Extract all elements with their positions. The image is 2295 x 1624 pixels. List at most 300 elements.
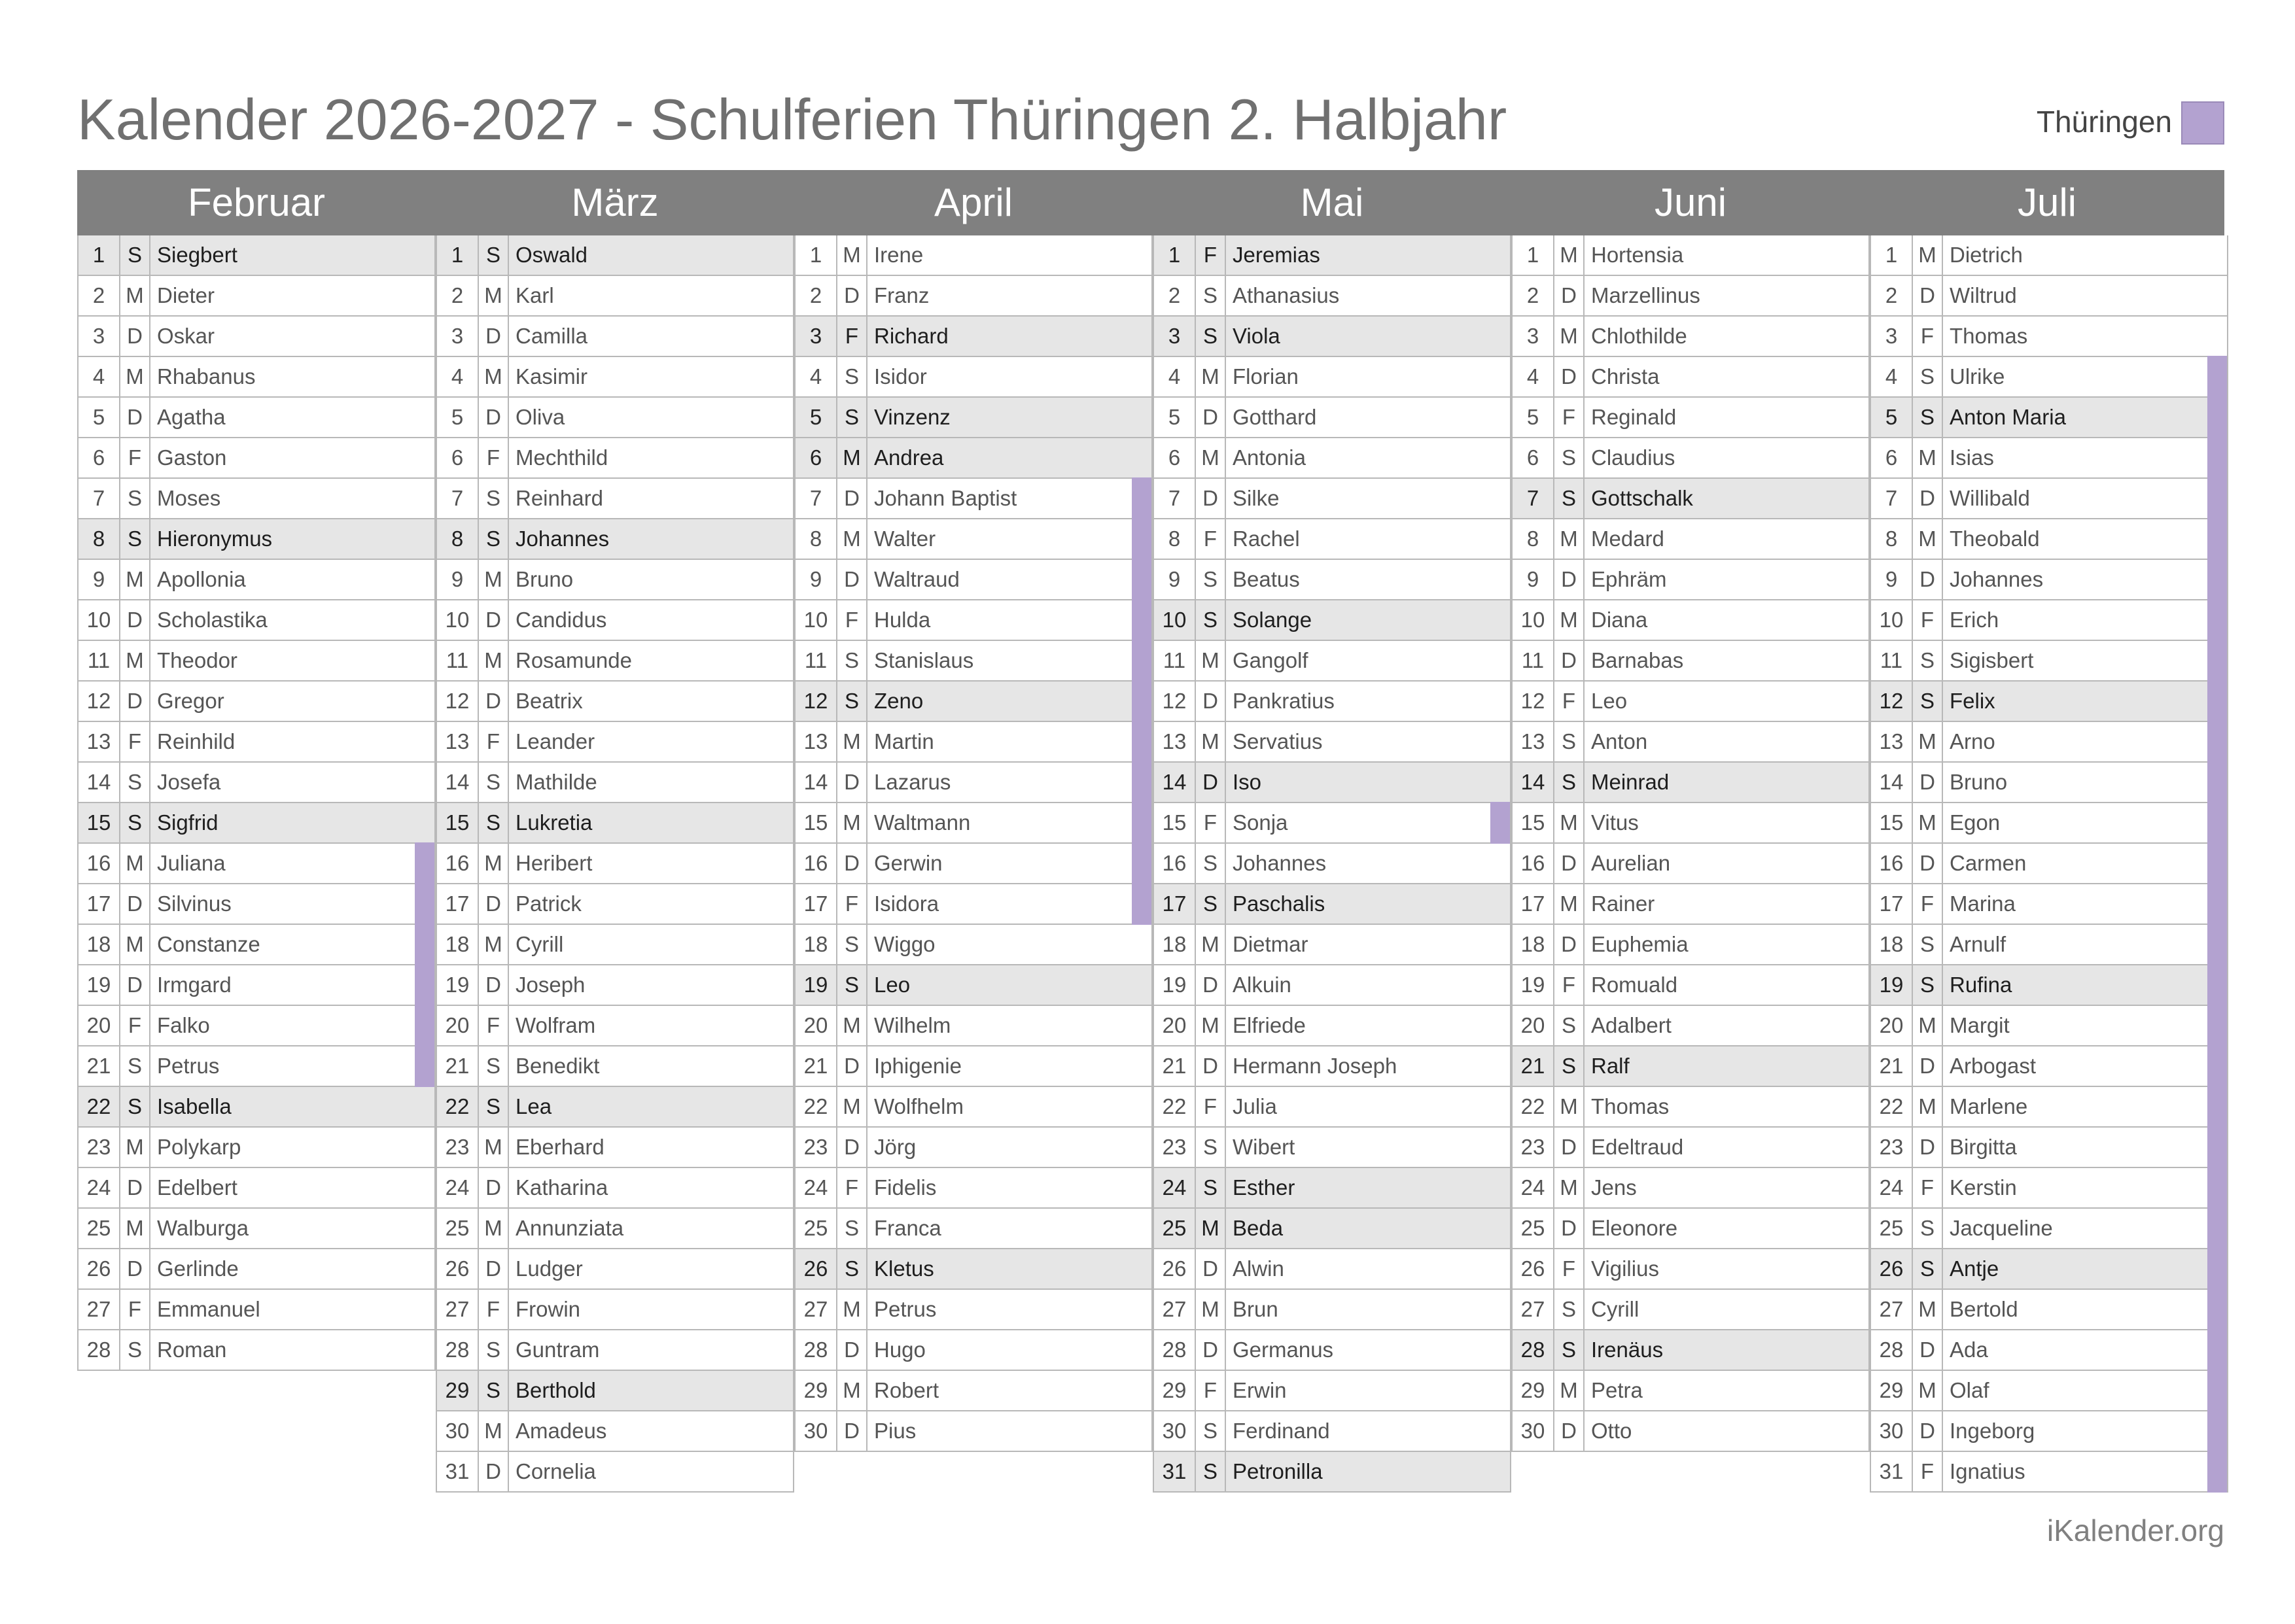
weekday-letter: F xyxy=(120,438,150,477)
day-number: 23 xyxy=(1871,1128,1913,1167)
name-day: Richard xyxy=(874,324,949,348)
holiday-marker xyxy=(1132,883,1151,925)
legend-label: Thüringen xyxy=(2036,105,2172,139)
day-row xyxy=(1870,1168,2228,1209)
day-number: 22 xyxy=(437,1087,479,1126)
day-number: 9 xyxy=(796,560,837,599)
weekday-letter: S xyxy=(837,398,867,437)
weekday-letter: F xyxy=(1913,884,1943,924)
name-day: Heribert xyxy=(516,851,593,875)
weekday-letter: F xyxy=(120,1006,150,1045)
name-day: Rhabanus xyxy=(157,364,256,389)
holiday-marker xyxy=(2207,1248,2227,1290)
name-day: Iso xyxy=(1233,770,1262,794)
weekday-letter: D xyxy=(1554,1128,1585,1167)
day-number: 26 xyxy=(1871,1249,1913,1288)
name-day: Siegbert xyxy=(157,243,237,267)
weekday-letter: F xyxy=(1196,803,1226,842)
name-day: Waltmann xyxy=(874,810,971,835)
name-day: Ludger xyxy=(516,1256,583,1281)
weekday-letter: S xyxy=(120,1046,150,1086)
holiday-marker xyxy=(415,964,434,1006)
day-row xyxy=(1870,317,2228,357)
day-number: 18 xyxy=(796,925,837,964)
day-row xyxy=(1153,600,1511,641)
name-day: Johann Baptist xyxy=(874,486,1017,510)
day-number: 5 xyxy=(1154,398,1196,437)
day-row xyxy=(794,1411,1153,1452)
day-row xyxy=(436,844,794,884)
day-number: 19 xyxy=(1513,965,1554,1005)
day-number: 20 xyxy=(796,1006,837,1045)
day-number: 20 xyxy=(79,1006,120,1045)
day-number: 14 xyxy=(79,763,120,802)
weekday-letter: M xyxy=(837,1290,867,1329)
name-day: Wolfhelm xyxy=(874,1094,964,1118)
day-number: 30 xyxy=(1871,1411,1913,1451)
weekday-letter: D xyxy=(1196,965,1226,1005)
weekday-letter: M xyxy=(1554,600,1585,640)
name-day: Wilhelm xyxy=(874,1013,951,1037)
name-day: Robert xyxy=(874,1378,939,1402)
name-day: Adalbert xyxy=(1591,1013,1672,1037)
day-row xyxy=(794,438,1153,479)
day-row xyxy=(77,235,436,276)
day-row xyxy=(794,1330,1153,1371)
month-column xyxy=(77,235,436,1371)
name-day: Walter xyxy=(874,527,936,551)
weekday-letter: M xyxy=(479,1411,509,1451)
day-row xyxy=(1511,398,1870,438)
weekday-letter: S xyxy=(1913,357,1943,396)
weekday-letter: S xyxy=(1196,1411,1226,1451)
day-row xyxy=(436,398,794,438)
name-day: Reginald xyxy=(1591,405,1677,429)
name-day: Lea xyxy=(516,1094,552,1118)
name-day: Romuald xyxy=(1591,973,1678,997)
weekday-letter: M xyxy=(1913,803,1943,842)
name-day: Roman xyxy=(157,1338,227,1362)
weekday-letter: F xyxy=(1554,965,1585,1005)
day-number: 25 xyxy=(1154,1209,1196,1248)
name-day: Gaston xyxy=(157,445,227,470)
weekday-letter: S xyxy=(837,1209,867,1248)
day-number: 21 xyxy=(79,1046,120,1086)
weekday-letter: S xyxy=(837,1249,867,1288)
day-row xyxy=(1511,1249,1870,1290)
day-row xyxy=(794,276,1153,317)
name-day: Wiggo xyxy=(874,932,936,956)
day-row xyxy=(1870,1087,2228,1128)
day-number: 5 xyxy=(1513,398,1554,437)
weekday-letter: D xyxy=(479,600,509,640)
name-day: Rachel xyxy=(1233,527,1300,551)
day-number: 25 xyxy=(79,1209,120,1248)
day-number: 12 xyxy=(1871,682,1913,721)
weekday-letter: S xyxy=(1196,560,1226,599)
weekday-letter: M xyxy=(479,641,509,680)
name-day: Solange xyxy=(1233,608,1312,632)
day-number: 14 xyxy=(1871,763,1913,802)
name-day: Petrus xyxy=(874,1297,937,1321)
day-number: 16 xyxy=(79,844,120,883)
day-number: 13 xyxy=(437,722,479,761)
day-row xyxy=(1870,235,2228,276)
day-number: 5 xyxy=(437,398,479,437)
day-row xyxy=(1511,317,1870,357)
month-name: März xyxy=(571,181,659,224)
weekday-letter: M xyxy=(837,1087,867,1126)
day-number: 17 xyxy=(1871,884,1913,924)
day-row xyxy=(794,965,1153,1006)
weekday-letter: D xyxy=(120,1168,150,1207)
month-name: Juni xyxy=(1654,181,1727,224)
day-row xyxy=(1511,1290,1870,1330)
weekday-letter: D xyxy=(479,682,509,721)
day-number: 1 xyxy=(796,235,837,275)
day-row xyxy=(77,965,436,1006)
name-day: Katharina xyxy=(516,1175,608,1200)
name-day: Petra xyxy=(1591,1378,1643,1402)
day-row xyxy=(1511,235,1870,276)
day-row xyxy=(1511,438,1870,479)
name-day: Lazarus xyxy=(874,770,951,794)
day-row xyxy=(1511,1087,1870,1128)
name-day: Anton xyxy=(1591,729,1648,753)
weekday-letter: M xyxy=(1554,1168,1585,1207)
day-number: 27 xyxy=(437,1290,479,1329)
day-number: 4 xyxy=(1154,357,1196,396)
weekday-letter: S xyxy=(1196,1168,1226,1207)
weekday-letter: F xyxy=(120,722,150,761)
day-number: 12 xyxy=(1154,682,1196,721)
name-day: Constanze xyxy=(157,932,260,956)
name-day: Medard xyxy=(1591,527,1664,551)
weekday-letter: D xyxy=(120,965,150,1005)
weekday-letter: S xyxy=(1554,722,1585,761)
day-number: 7 xyxy=(79,479,120,518)
weekday-letter: M xyxy=(1913,1087,1943,1126)
day-row xyxy=(794,1006,1153,1046)
day-number: 4 xyxy=(796,357,837,396)
name-day: Vinzenz xyxy=(874,405,951,429)
weekday-letter: D xyxy=(1554,844,1585,883)
name-day: Beatus xyxy=(1233,567,1300,591)
name-day: Isidor xyxy=(874,364,927,389)
day-number: 21 xyxy=(1871,1046,1913,1086)
weekday-letter: D xyxy=(1913,1330,1943,1370)
footer-brand[interactable]: iKalender.org xyxy=(2046,1513,2224,1547)
day-row xyxy=(1511,479,1870,519)
day-row xyxy=(77,519,436,560)
day-row xyxy=(1153,763,1511,803)
day-row xyxy=(794,722,1153,763)
day-number: 22 xyxy=(79,1087,120,1126)
day-number: 15 xyxy=(796,803,837,842)
weekday-letter: M xyxy=(479,560,509,599)
day-number: 23 xyxy=(796,1128,837,1167)
day-number: 12 xyxy=(1513,682,1554,721)
day-row xyxy=(1511,276,1870,317)
day-row xyxy=(1511,965,1870,1006)
weekday-letter: M xyxy=(1554,1087,1585,1126)
holiday-marker xyxy=(2207,1005,2227,1046)
day-number: 17 xyxy=(1513,884,1554,924)
name-day: Arnulf xyxy=(1950,932,2006,956)
weekday-letter: S xyxy=(1196,600,1226,640)
name-day: Viola xyxy=(1233,324,1280,348)
weekday-letter: D xyxy=(837,844,867,883)
name-day: Erwin xyxy=(1233,1378,1287,1402)
holiday-marker xyxy=(2207,1288,2227,1330)
name-day: Candidus xyxy=(516,608,607,632)
name-day: Jacqueline xyxy=(1950,1216,2053,1240)
day-number: 9 xyxy=(79,560,120,599)
day-number: 2 xyxy=(1871,276,1913,315)
weekday-letter: D xyxy=(1196,398,1226,437)
day-number: 10 xyxy=(1154,600,1196,640)
weekday-letter: M xyxy=(479,357,509,396)
weekday-letter: F xyxy=(479,1006,509,1045)
day-number: 16 xyxy=(796,844,837,883)
holiday-marker xyxy=(2207,924,2227,965)
weekday-letter: D xyxy=(837,1411,867,1451)
day-row xyxy=(77,438,436,479)
day-row xyxy=(794,1087,1153,1128)
day-row xyxy=(436,1168,794,1209)
name-day: Pankratius xyxy=(1233,689,1335,713)
day-number: 9 xyxy=(1154,560,1196,599)
day-row xyxy=(1870,1046,2228,1087)
name-day: Eleonore xyxy=(1591,1216,1678,1240)
name-day: Alkuin xyxy=(1233,973,1291,997)
weekday-letter: M xyxy=(120,1209,150,1248)
day-number: 17 xyxy=(79,884,120,924)
holiday-marker xyxy=(1132,640,1151,682)
day-number: 15 xyxy=(1154,803,1196,842)
day-number: 20 xyxy=(437,1006,479,1045)
day-row xyxy=(1511,1006,1870,1046)
weekday-letter: D xyxy=(120,317,150,356)
day-row xyxy=(436,1452,794,1493)
day-number: 4 xyxy=(79,357,120,396)
weekday-letter: S xyxy=(837,357,867,396)
month-name: Februar xyxy=(187,181,326,224)
name-day: Waltraud xyxy=(874,567,960,591)
day-row xyxy=(77,1087,436,1128)
weekday-letter: S xyxy=(120,803,150,842)
day-row xyxy=(1511,763,1870,803)
day-number: 16 xyxy=(437,844,479,883)
day-number: 28 xyxy=(1513,1330,1554,1370)
day-row xyxy=(1870,965,2228,1006)
holiday-marker xyxy=(415,924,434,965)
day-number: 31 xyxy=(437,1452,479,1491)
weekday-letter: S xyxy=(1196,844,1226,883)
name-day: Fidelis xyxy=(874,1175,937,1200)
weekday-letter: S xyxy=(837,641,867,680)
day-number: 17 xyxy=(1154,884,1196,924)
day-row xyxy=(1511,925,1870,965)
holiday-marker xyxy=(2207,477,2227,519)
name-day: Moses xyxy=(157,486,221,510)
day-number: 30 xyxy=(796,1411,837,1451)
day-number: 7 xyxy=(1513,479,1554,518)
day-row xyxy=(794,844,1153,884)
day-number: 29 xyxy=(1871,1371,1913,1410)
weekday-letter: D xyxy=(479,965,509,1005)
weekday-letter: D xyxy=(1196,479,1226,518)
weekday-letter: M xyxy=(1554,1371,1585,1410)
name-day: Hermann Joseph xyxy=(1233,1054,1397,1078)
day-number: 27 xyxy=(1154,1290,1196,1329)
day-row xyxy=(1870,1411,2228,1452)
day-row xyxy=(794,1168,1153,1209)
name-day: Gregor xyxy=(157,689,224,713)
day-number: 6 xyxy=(79,438,120,477)
day-row xyxy=(1870,1006,2228,1046)
day-number: 5 xyxy=(796,398,837,437)
weekday-letter: S xyxy=(1913,965,1943,1005)
day-number: 16 xyxy=(1871,844,1913,883)
day-number: 8 xyxy=(1871,519,1913,559)
holiday-marker xyxy=(2207,559,2227,600)
holiday-marker xyxy=(1132,842,1151,884)
day-row xyxy=(1870,722,2228,763)
month-column xyxy=(1870,235,2228,1493)
day-row xyxy=(1153,276,1511,317)
weekday-letter: D xyxy=(1196,1249,1226,1288)
day-number: 28 xyxy=(796,1330,837,1370)
day-row xyxy=(1153,398,1511,438)
weekday-letter: F xyxy=(837,317,867,356)
name-day: Oliva xyxy=(516,405,565,429)
day-row xyxy=(1870,803,2228,844)
weekday-letter: M xyxy=(1554,235,1585,275)
weekday-letter: S xyxy=(120,479,150,518)
day-row xyxy=(436,479,794,519)
day-row xyxy=(436,317,794,357)
weekday-letter: D xyxy=(1196,763,1226,802)
holiday-marker xyxy=(2207,640,2227,682)
name-day: Kerstin xyxy=(1950,1175,2017,1200)
weekday-letter: M xyxy=(1913,1371,1943,1410)
name-day: Arno xyxy=(1950,729,1995,753)
day-number: 7 xyxy=(437,479,479,518)
weekday-letter: S xyxy=(837,925,867,964)
weekday-letter: M xyxy=(837,438,867,477)
name-day: Juliana xyxy=(157,851,226,875)
day-row xyxy=(436,1209,794,1249)
weekday-letter: M xyxy=(479,925,509,964)
day-row xyxy=(794,641,1153,682)
day-row xyxy=(436,803,794,844)
weekday-letter: M xyxy=(837,803,867,842)
day-number: 10 xyxy=(437,600,479,640)
day-row xyxy=(1870,884,2228,925)
day-number: 8 xyxy=(1154,519,1196,559)
day-number: 30 xyxy=(1154,1411,1196,1451)
day-number: 27 xyxy=(79,1290,120,1329)
day-row xyxy=(1153,1087,1511,1128)
day-row xyxy=(1153,722,1511,763)
day-row xyxy=(1870,641,2228,682)
day-row xyxy=(1511,1046,1870,1087)
name-day: Beatrix xyxy=(516,689,583,713)
weekday-letter: M xyxy=(1196,641,1226,680)
weekday-letter: F xyxy=(1913,1168,1943,1207)
name-day: Joseph xyxy=(516,973,586,997)
day-number: 28 xyxy=(79,1330,120,1370)
holiday-marker xyxy=(2207,1086,2227,1128)
holiday-marker xyxy=(2207,1410,2227,1452)
weekday-letter: S xyxy=(1913,1209,1943,1248)
weekday-letter: S xyxy=(1554,1046,1585,1086)
weekday-letter: S xyxy=(479,1371,509,1410)
day-number: 27 xyxy=(1513,1290,1554,1329)
weekday-letter: S xyxy=(1913,398,1943,437)
weekday-letter: F xyxy=(837,1168,867,1207)
holiday-marker xyxy=(1132,599,1151,641)
weekday-letter: D xyxy=(120,600,150,640)
name-day: Sigfrid xyxy=(157,810,219,835)
day-number: 29 xyxy=(437,1371,479,1410)
weekday-letter: M xyxy=(479,844,509,883)
name-day: Benedikt xyxy=(516,1054,600,1078)
name-day: Gerlinde xyxy=(157,1256,239,1281)
day-number: 26 xyxy=(1154,1249,1196,1288)
day-number: 29 xyxy=(1513,1371,1554,1410)
name-day: Gotthard xyxy=(1233,405,1317,429)
name-day: Ulrike xyxy=(1950,364,2005,389)
day-row xyxy=(77,1128,436,1168)
day-row xyxy=(794,803,1153,844)
weekday-letter: M xyxy=(1913,519,1943,559)
day-number: 28 xyxy=(437,1330,479,1370)
day-row xyxy=(436,600,794,641)
name-day: Carmen xyxy=(1950,851,2027,875)
day-number: 19 xyxy=(79,965,120,1005)
day-row xyxy=(436,884,794,925)
day-number: 9 xyxy=(1513,560,1554,599)
day-number: 21 xyxy=(437,1046,479,1086)
day-number: 13 xyxy=(79,722,120,761)
name-day: Iphigenie xyxy=(874,1054,962,1078)
weekday-letter: D xyxy=(1913,844,1943,883)
day-row xyxy=(794,398,1153,438)
day-row xyxy=(1153,682,1511,722)
weekday-letter: D xyxy=(1554,560,1585,599)
day-row xyxy=(1511,357,1870,398)
day-row xyxy=(436,763,794,803)
day-row xyxy=(77,925,436,965)
name-day: Alwin xyxy=(1233,1256,1284,1281)
name-day: Martin xyxy=(874,729,934,753)
weekday-letter: D xyxy=(1554,357,1585,396)
day-row xyxy=(1870,925,2228,965)
name-day: Franz xyxy=(874,283,930,307)
day-number: 10 xyxy=(1871,600,1913,640)
day-number: 24 xyxy=(796,1168,837,1207)
day-row xyxy=(794,560,1153,600)
weekday-letter: M xyxy=(1196,1209,1226,1248)
day-number: 2 xyxy=(79,276,120,315)
weekday-letter: M xyxy=(1554,803,1585,842)
day-row xyxy=(794,1371,1153,1411)
holiday-marker xyxy=(415,883,434,925)
day-row xyxy=(77,884,436,925)
day-row xyxy=(1511,682,1870,722)
